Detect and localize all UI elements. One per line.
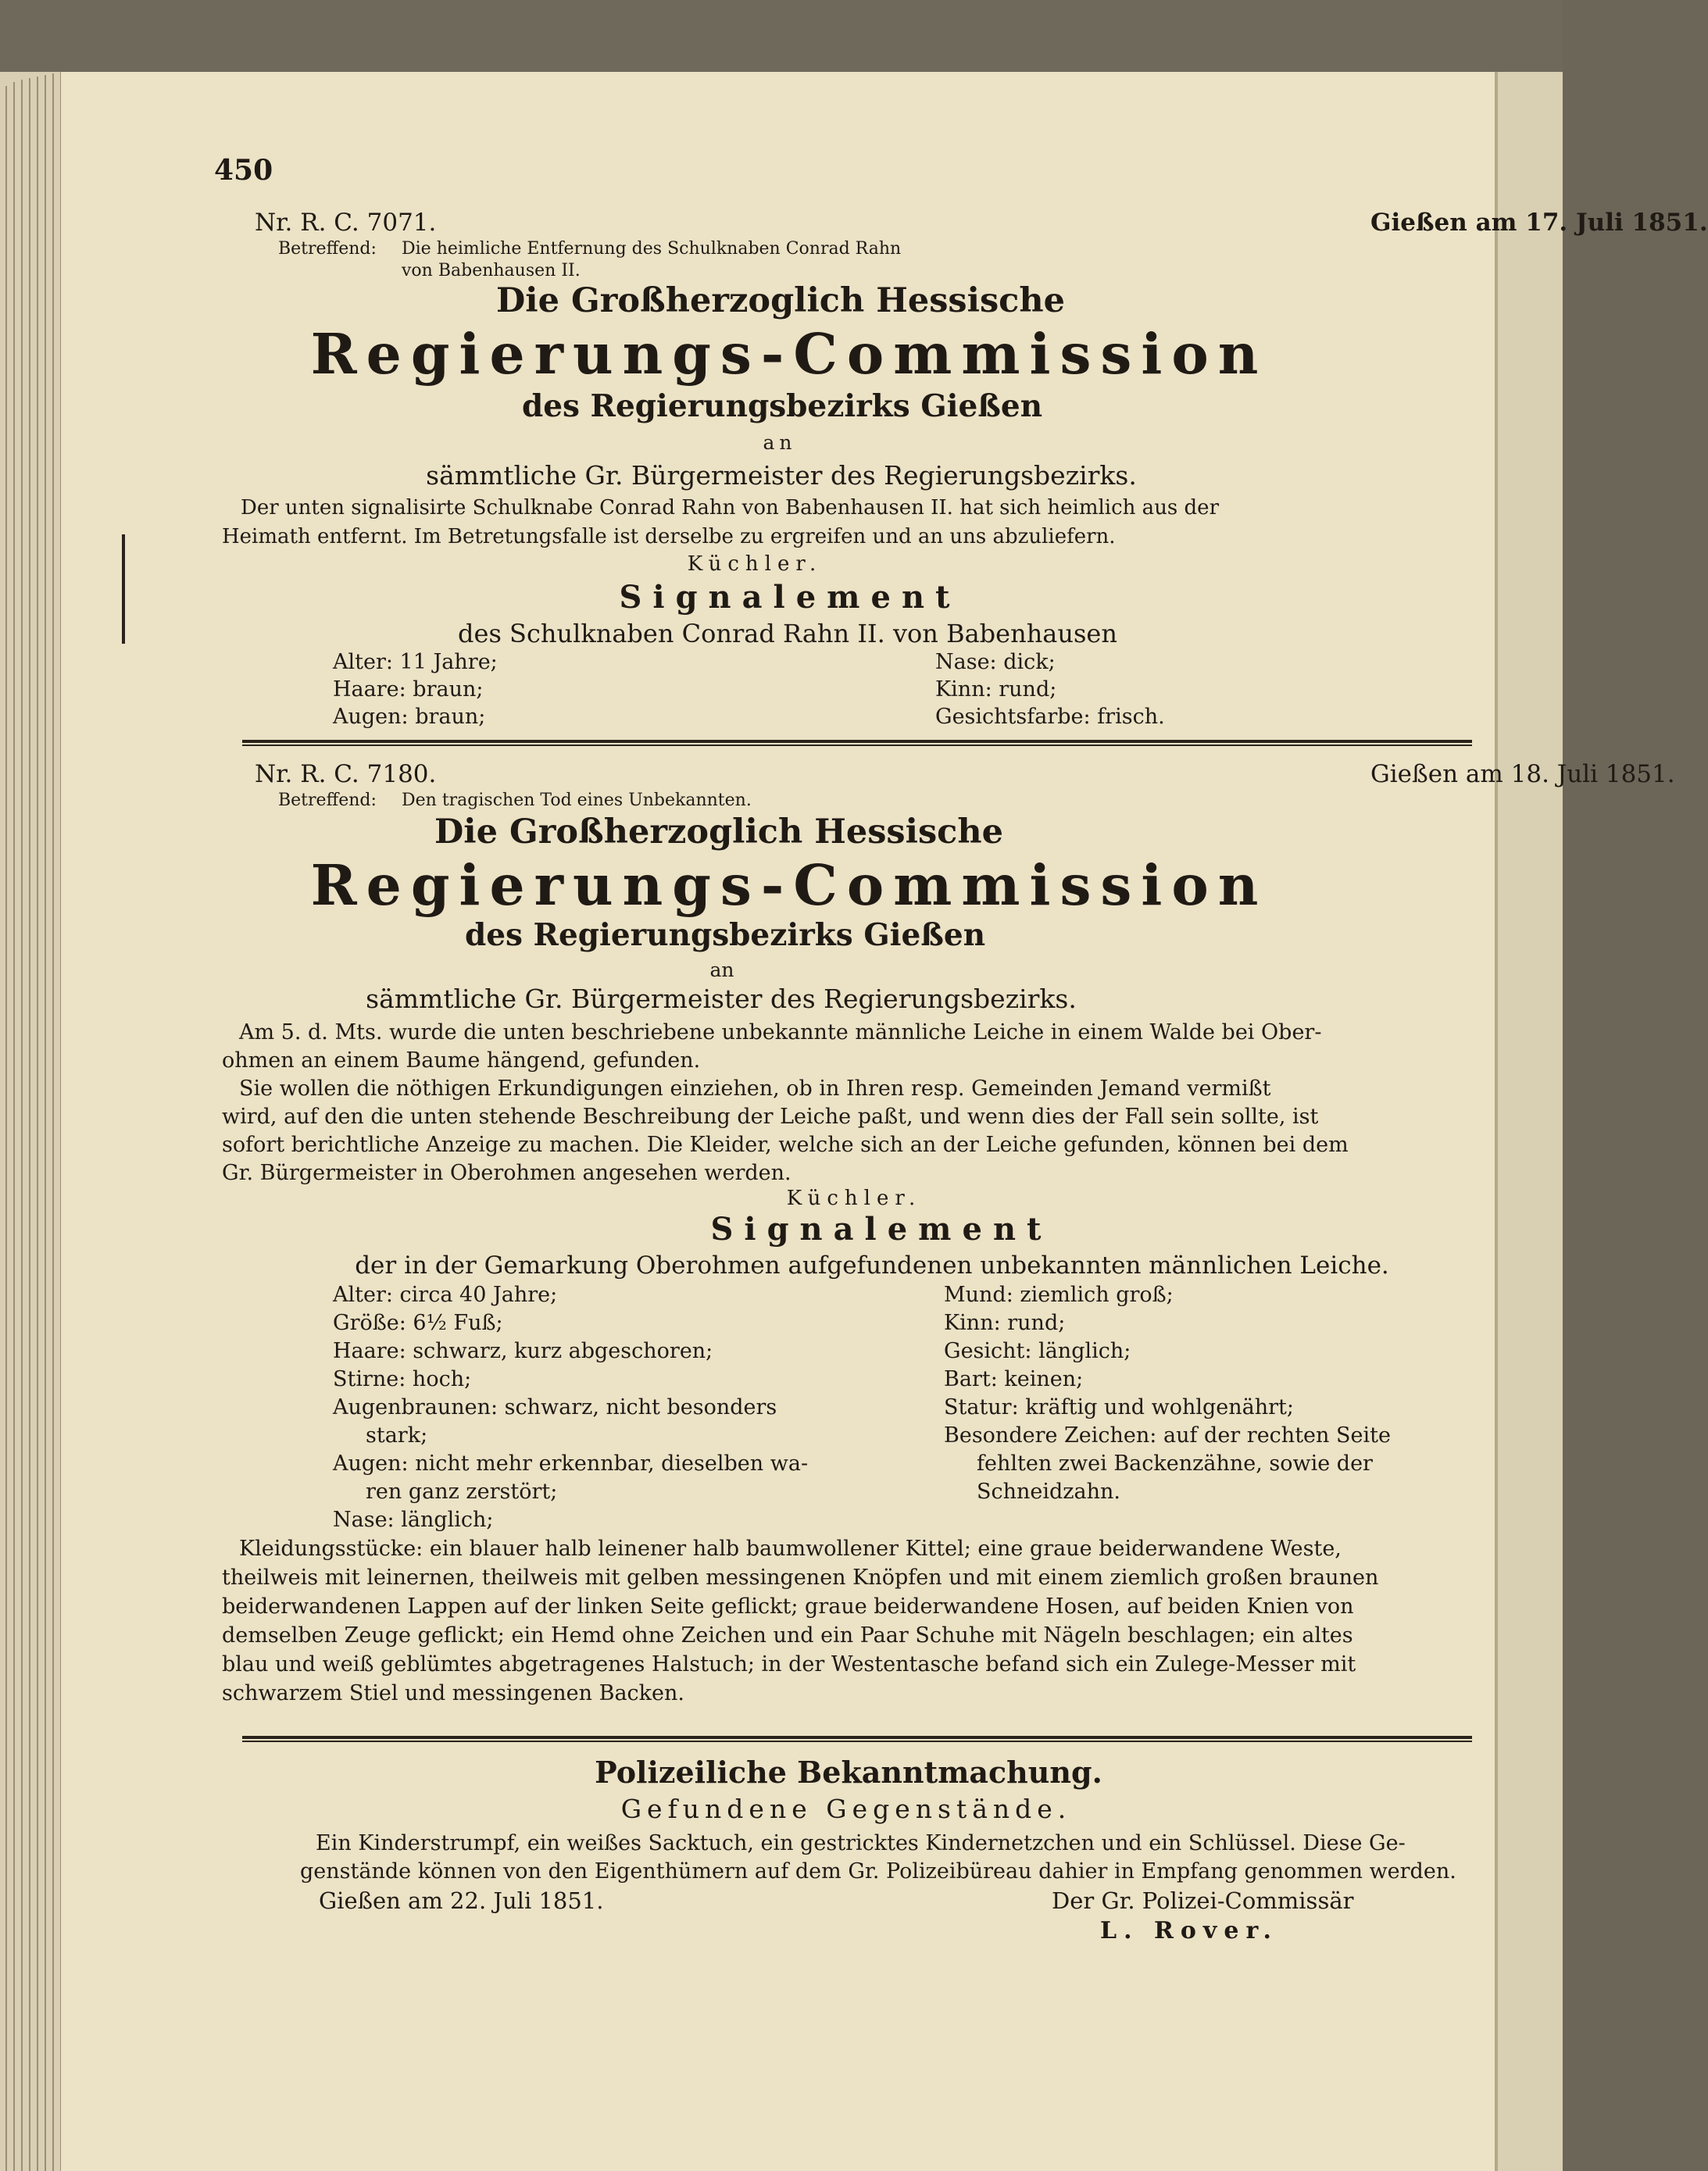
notice2-right-item: Mund: ziemlich groß; <box>944 1283 1174 1307</box>
notice1-reference: Nr. R. C. 7071. <box>255 209 437 237</box>
page-number: 450 <box>214 154 273 187</box>
notice2-left-item: Nase: länglich; <box>333 1508 494 1532</box>
notice2-betreffend-label: Betreffend: <box>278 791 377 810</box>
notice2-right-item: Kinn: rund; <box>944 1311 1066 1335</box>
notice1-authority-line3: des Regierungsbezirks Gießen <box>521 388 1043 424</box>
notice2-body-line: Am 5. d. Mts. wurde die unten beschriebene unbekannte männliche Leiche in einem Walde bei Ober- <box>239 1020 1322 1044</box>
notice2-clothing-line: theilweis mit leinernen, theilweis mit gelben messingenen Knöpfen und mit einem ziemlich großen braunen <box>222 1566 1379 1590</box>
notice1-right-item: Gesichtsfarbe: frisch. <box>935 705 1165 729</box>
notice1-left-item: Haare: braun; <box>333 677 484 702</box>
notice1-right-item: Nase: dick; <box>935 650 1056 674</box>
notice3-title: Polizeiliche Bekanntmachung. <box>595 1755 1102 1790</box>
notice2-body-line: sofort berichtliche Anzeige zu machen. Die Kleider, welche sich an der Leiche gefunden, können bei dem <box>222 1133 1349 1157</box>
notice2-authority-line2: Regierungs-Commission <box>310 852 1268 918</box>
notice2-left-item: Stirne: hoch; <box>333 1367 472 1391</box>
notice2-clothing-line: beiderwandenen Lappen auf der linken Seite geflickt; graue beiderwandene Hosen, auf beiden Knien von <box>222 1594 1354 1619</box>
notice2-body-line: wird, auf den die unten stehende Beschreibung der Leiche paßt, und wenn dies der Fall sein sollte, ist <box>222 1105 1319 1129</box>
notice2-body-line: Sie wollen die nöthigen Erkundigungen einziehen, ob in Ihren resp. Gemeinden Jemand vermißt <box>239 1077 1271 1101</box>
notice3-signer-name: L. Rover. <box>1100 1917 1278 1944</box>
newspaper-page <box>61 72 1708 2171</box>
notice1-betreffend-line1: Die heimliche Entfernung des Schulknaben Conrad Rahn <box>402 239 902 259</box>
notice2-signalement-sub: der in der Gemarkung Oberohmen aufgefundenen unbekannten männlichen Leiche. <box>355 1252 1389 1280</box>
notice1-right-item: Kinn: rund; <box>935 677 1057 702</box>
notice3-place-date: Gießen am 22. Juli 1851. <box>319 1887 604 1914</box>
notice1-authority-line1: Die Großherzoglich Hessische <box>496 281 1065 320</box>
notice1-addressee: sämmtliche Gr. Bürgermeister des Regierungsbezirks. <box>426 460 1137 491</box>
notice1-betreffend-line2: von Babenhausen II. <box>402 261 581 280</box>
notice2-clothing-line: Kleidungsstücke: ein blauer halb leinener halb baumwollener Kittel; eine graue beiderwandene Weste, <box>239 1537 1342 1561</box>
notice2-place-date: Gießen am 18. Juli 1851. <box>1370 760 1675 788</box>
notice3-body-line: Ein Kinderstrumpf, ein weißes Sacktuch, ein gestricktes Kindernetzchen und ein Schlüssel. Diese Ge- <box>316 1831 1406 1855</box>
notice2-left-item: Größe: 6½ Fuß; <box>333 1311 503 1335</box>
notice2-left-item: Alter: circa 40 Jahre; <box>333 1283 558 1307</box>
notice2-right-item: Statur: kräftig und wohlgenährt; <box>944 1395 1295 1419</box>
notice2-signer: Küchler. <box>786 1187 922 1210</box>
section-divider-thin <box>242 1741 1472 1742</box>
notice2-clothing-line: schwarzem Stiel und messingenen Backen. <box>222 1681 684 1705</box>
margin-mark <box>122 534 125 644</box>
notice1-authority-line2: Regierungs-Commission <box>310 321 1268 387</box>
section-divider <box>242 1736 1472 1739</box>
notice2-left-item: Augen: nicht mehr erkennbar, dieselben wa- <box>333 1451 809 1476</box>
notice2-betreffend-line1: Den tragischen Tod eines Unbekannten. <box>402 791 752 810</box>
notice2-clothing-line: blau und weiß geblümtes abgetragenes Halstuch; in der Westentasche befand sich ein Zulege-Messer mit <box>222 1652 1356 1676</box>
notice1-place-date: Gießen am 17. Juli 1851. <box>1370 209 1708 237</box>
section-divider-thin <box>242 744 1472 746</box>
notice1-signer: Küchler. <box>687 552 823 576</box>
notice2-left-item: Haare: schwarz, kurz abgeschoren; <box>333 1339 713 1363</box>
notice2-left-item: Augenbraunen: schwarz, nicht besonders <box>333 1395 777 1419</box>
notice3-body-line: genstände können von den Eigenthümern auf dem Gr. Polizeibüreau dahier in Empfang genommen werden. <box>300 1859 1456 1884</box>
notice1-body-line2: Heimath entfernt. Im Betretungsfalle ist derselbe zu ergreifen und an uns abzuliefern. <box>222 525 1116 548</box>
notice1-left-item: Alter: 11 Jahre; <box>333 650 498 674</box>
notice3-signer-title: Der Gr. Polizei-Commissär <box>1052 1887 1354 1914</box>
notice2-addressee: sämmtliche Gr. Bürgermeister des Regierungsbezirks. <box>366 984 1077 1014</box>
notice2-an: an <box>709 959 734 981</box>
notice2-left-item: ren ganz zerstört; <box>366 1480 558 1504</box>
section-divider <box>242 740 1472 743</box>
notice1-betreffend-label: Betreffend: <box>278 239 377 259</box>
notice1-body-line1: Der unten signalisirte Schulknabe Conrad Rahn von Babenhausen II. hat sich heimlich aus der <box>241 496 1219 520</box>
notice2-reference: Nr. R. C. 7180. <box>255 760 437 788</box>
notice2-right-item: Besondere Zeichen: auf der rechten Seite <box>944 1423 1391 1448</box>
notice2-right-item: fehlten zwei Backenzähne, sowie der <box>977 1451 1373 1476</box>
notice1-signalement-title: Signalement <box>619 579 961 616</box>
notice2-authority-line3: des Regierungsbezirks Gießen <box>464 917 986 953</box>
notice3-subtitle: Gefundene Gegenstände. <box>620 1794 1072 1824</box>
notice2-clothing-line: demselben Zeuge geflickt; ein Hemd ohne Zeichen und ein Paar Schuhe mit Nägeln beschlagen; ein altes <box>222 1623 1353 1648</box>
notice2-body-line: Gr. Bürgermeister in Oberohmen angesehen werden. <box>222 1161 791 1185</box>
notice2-authority-line1: Die Großherzoglich Hessische <box>434 812 1003 852</box>
notice2-right-item: Bart: keinen; <box>944 1367 1084 1391</box>
notice1-an: an <box>763 431 797 454</box>
notice2-right-item: Schneidzahn. <box>977 1480 1120 1504</box>
notice1-signalement-sub: des Schulknaben Conrad Rahn II. von Babenhausen <box>458 619 1117 648</box>
notice2-signalement-title: Signalement <box>710 1211 1052 1248</box>
notice2-right-item: Gesicht: länglich; <box>944 1339 1131 1363</box>
notice1-left-item: Augen: braun; <box>333 705 486 729</box>
notice2-left-item: stark; <box>366 1423 428 1448</box>
notice2-body-line: ohmen an einem Baume hängend, gefunden. <box>222 1048 701 1073</box>
